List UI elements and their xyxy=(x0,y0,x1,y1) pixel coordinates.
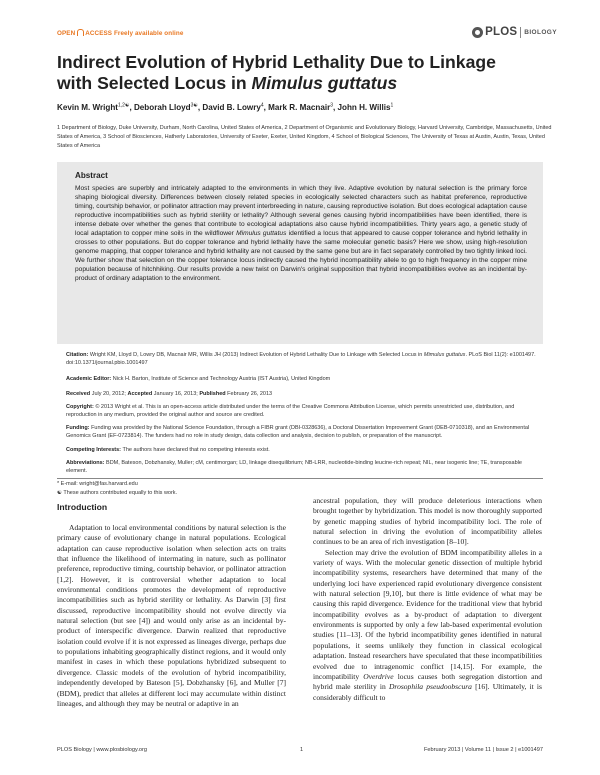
editor-label: Academic Editor: xyxy=(66,376,112,382)
academic-editor xyxy=(66,376,541,384)
author-sep: , xyxy=(129,102,134,112)
abstract-heading: Abstract xyxy=(75,171,108,180)
author-list xyxy=(57,102,557,112)
author xyxy=(134,103,202,112)
author xyxy=(268,103,337,112)
abbrev-text: BDM, Bateson, Dobzhansky, Muller; cM, centimorgan; LD, linkage disequilibrium; NB-LRR, nucleotide-binding leucine-rich repeat; NIL, near isogenic line; TE, transposable element. xyxy=(66,460,522,474)
author-affil-sup: 1,2☯ xyxy=(118,102,130,108)
published-label: Published xyxy=(199,391,226,397)
author-sep: , xyxy=(263,102,269,112)
author xyxy=(338,103,394,112)
abstract-text-part1: Most species are superbly and intricately adapted to the environments in which they live. Adaptive evolution by natural selection is the primary force shaping biological diversity. Differences between closely related species in ecologically selected characters such as habitat preference, reproductive timing, courtship behavior, or pollinator attraction may prevent interbreeding in nature, causing reproductive isolation. But does ecological adaptation cause reproductive incompatibilities such as hybrid sterility or lethality? Although several genes causing hybrid incompatibilities have been identified, there is intense debate over whether the genes that contribute to ecological adaptations also cause hybrid incompatibilities. Thirty years ago, a genetic study of local adaptation to copper mine soils in the wildflower xyxy=(75,185,527,238)
publisher-name: PLOS xyxy=(485,26,518,38)
competing-text: The authors have declared that no competing interests exist. xyxy=(122,447,270,453)
author-affil-sup: 3☯ xyxy=(190,102,198,108)
title-species: Mimulus guttatus xyxy=(251,73,398,93)
intro-paragraph-1: Adaptation to local environmental conditions by natural selection is the primary cause of evolutionary change in natural populations. Ecological adaptation can cause reproductive isolation when selection acts on traits that influence the likelihood of intermating in nature, such as pollinator preference, reproductive timing, courtship behavior, or pollinator attraction [1,2]. However, it is controversial whether adaptation to local environmental conditions promotes the development of reproductive incompatibilities such as hybrid sterility or lethality. As Darwin [3] first discussed, reproductive incompatibility should not evolve directly via natural selection (but see [4]) and would only arise as an incidental by-product of interspecific divergence. Darwin realized that reproductive isolation could evolve if it is not expressed as lineages diverge, perhaps due to populations inhabiting geographically distinct regions, and it would only manifest in cases in which these populations hybridized subsequent to divergence. Classic models of the evolution of hybrid incompatibility, independently developed by Bateson [5], Dobzhansky [6], and Muller [7] (BDM), predict that alleles at different loci may accumulate within distinct lineages, and although they may be neutral or adaptive in an xyxy=(57,523,286,708)
citation-species: Mimulus guttatus xyxy=(423,352,466,358)
competing-interests xyxy=(66,447,541,455)
open-lock-icon xyxy=(77,29,84,36)
citation-label: Citation: xyxy=(66,352,89,358)
freely-available-label: Freely available online xyxy=(113,30,184,37)
abstract-text-part2: identified a locus that appeared to cause copper tolerance and hybrid lethality in crosses to other populations. But do copper tolerance and hybrid lethality have the same molecular genetic basis? Here we show, using high-resolution genome mapping, that copper tolerance and hybrid lethality are not caused by the same gene but are in fact separately controlled by two tightly linked loci. We further show that selection on the copper tolerance locus indirectly caused the hybrid incompatibility allele to go to high frequency in the copper mine population because of hitchhiking. Our results provide a new twist on Darwin's original supposition that hybrid incompatibilities evolve as an incidental by-product of ordinary adaptation to the environment. xyxy=(75,230,527,283)
author-affil-sup: 1 xyxy=(390,102,394,108)
author-name: Kevin M. Wright xyxy=(57,102,119,112)
intro-p2-text-3: [16]. Ultimately, it is considerably difficult to xyxy=(313,682,542,702)
copyright-label: Copyright: xyxy=(66,404,94,410)
copyright-text: © 2013 Wright et al. This is an open-access article distributed under the terms of the Creative Commons Attribution License, which permits unrestricted use, distribution, and reproduction in any medium, provided the original author and source are credited. xyxy=(66,404,515,418)
abstract-box xyxy=(57,162,543,344)
accepted-date: January 16, 2013; xyxy=(153,391,198,397)
title-line-1: Indirect Evolution of Hybrid Lethality Due to Linkage xyxy=(57,52,496,72)
copyright xyxy=(66,404,541,419)
author xyxy=(202,103,268,112)
funding-text: Funding was provided by the National Science Foundation, through a FIBR grant (DBI-0328636), a Doctoral Dissertation Improvement Grant (DEB-0710318), and an Environmental Genomics Grant (EF-0723814). The funders had no role in study design, data collection and analysis, decision to publish, or preparation of the manuscript. xyxy=(66,425,530,439)
email-text: * E-mail: wright@fas.harvard.edu xyxy=(57,481,138,487)
funding-label: Funding: xyxy=(66,425,90,431)
abstract-text xyxy=(75,184,527,284)
journal-name: BIOLOGY xyxy=(524,28,557,36)
citation xyxy=(66,352,541,367)
intro-left-column xyxy=(57,502,286,709)
abbreviations xyxy=(66,460,541,475)
citation-end: . PLoS Biol 11(2): e1001497. doi:10.1371/journal.pbio.1001497 xyxy=(66,352,536,366)
competing-label: Competing Interests: xyxy=(66,447,122,453)
abstract-species: Mimulus guttatus xyxy=(236,230,287,238)
received-label: Received xyxy=(66,391,91,397)
page-number: 1 xyxy=(300,747,304,753)
author-sep: , xyxy=(333,102,338,112)
publication-dates xyxy=(66,391,541,399)
open-access-suffix: ACCESS xyxy=(85,30,113,37)
affiliations: 1 Department of Biology, Duke University, Durham, North Carolina, United States of America, 2 Department of Organismic and Evolutionary Biology, Harvard University, Cambridge, Massachusetts, United States of America, 3 School of Biosciences, Hatherly Laboratories, University of Exeter, Exeter, United Kingdom, 4 School of Biological Sciences, The University of Texas at Austin, Austin, Texas, United States of America xyxy=(57,125,552,149)
author-name: Mark R. Macnair xyxy=(268,102,331,112)
author-name: David B. Lowry xyxy=(202,102,261,112)
author-affil-sup: 4 xyxy=(260,102,264,108)
footer-journal: PLOS Biology | www.plosbiology.org xyxy=(57,747,147,753)
title-line-2-text: with Selected Locus in xyxy=(57,73,252,93)
author-sep: , xyxy=(197,102,203,112)
intro-right-column xyxy=(313,496,542,703)
open-access-badge xyxy=(57,29,183,37)
footer-issue: February 2013 | Volume 11 | Issue 2 | e1001497 xyxy=(423,747,543,753)
plos-biology-logo xyxy=(472,26,557,38)
intro-paragraph-1-continued: ancestral population, they will produce deleterious interactions when brought together by hybridization. This model is now thoroughly supported by genetic mapping studies of hybrid incompatibility loci. The role of natural selection in driving the evolution of incompatibility alleles continues to be an area of rich investigation [8–10]. xyxy=(313,496,542,547)
title-line-2 xyxy=(57,73,537,94)
journal-header xyxy=(57,28,557,42)
author-name: John H. Willis xyxy=(337,102,391,112)
intro-p2-text-1: Selection may drive the evolution of BDM incompatibility alleles in a variety of ways. With the molecular genetic dissection of multiple hybrid incompatibility systems, researchers have determined that many of the underlying loci have experienced rapid evolutionary divergence consistent with natural selection [9,10], but there is little evidence of what may be causing this rapid divergence. Evidence for the traditional view that hybrid incompatibility evolves as a by-product of adaptation to divergent environments is supported by only a few lab-based experimental evolution studies [11–13]. Of the hybrid incompatibility genes identified in natural populations, it seems unlikely they function in classical ecological adaptation. Instead researchers have speculated that these incompatibilities evolved due to intragenomic conflict [14,15]. For example, the incompatibility xyxy=(313,547,542,681)
intro-p2-text-2: locus causes both segregation distortion and hybrid male sterility in xyxy=(313,671,542,692)
gene-name: Overdrive xyxy=(363,671,394,681)
intro-paragraph-2 xyxy=(313,548,542,703)
article-title xyxy=(57,52,537,94)
equal-text: ☯ These authors contributed equally to this work. xyxy=(57,490,178,496)
editor-text: Nick H. Barton, Institute of Science and Technology Austria (IST Austria), United Kingdom xyxy=(112,376,331,382)
citation-text: Wright KM, Lloyd D, Lowry DB, Macnair MR, Willis JH (2013) Indirect Evolution of Hybrid Lethality Due to Linkage with Selected Locus in xyxy=(89,352,424,358)
intro-heading: Introduction xyxy=(57,502,108,512)
published-date: February 26, 2013 xyxy=(227,391,273,397)
accepted-label: Accepted xyxy=(127,391,153,397)
abbrev-label: Abbreviations: xyxy=(66,460,105,466)
metadata-divider xyxy=(57,478,543,479)
logo-divider xyxy=(520,27,521,38)
author xyxy=(57,103,134,112)
author-affil-sup: 3 xyxy=(330,102,333,108)
author-name: Deborah Lloyd xyxy=(133,102,191,112)
species-name: Drosophila pseudoobscura xyxy=(388,682,472,692)
open-access-prefix: OPEN xyxy=(57,30,76,37)
received-date: July 20, 2012; xyxy=(91,391,126,397)
corresponding-email xyxy=(57,481,532,489)
plos-logo-icon xyxy=(472,27,483,38)
funding xyxy=(66,425,541,440)
